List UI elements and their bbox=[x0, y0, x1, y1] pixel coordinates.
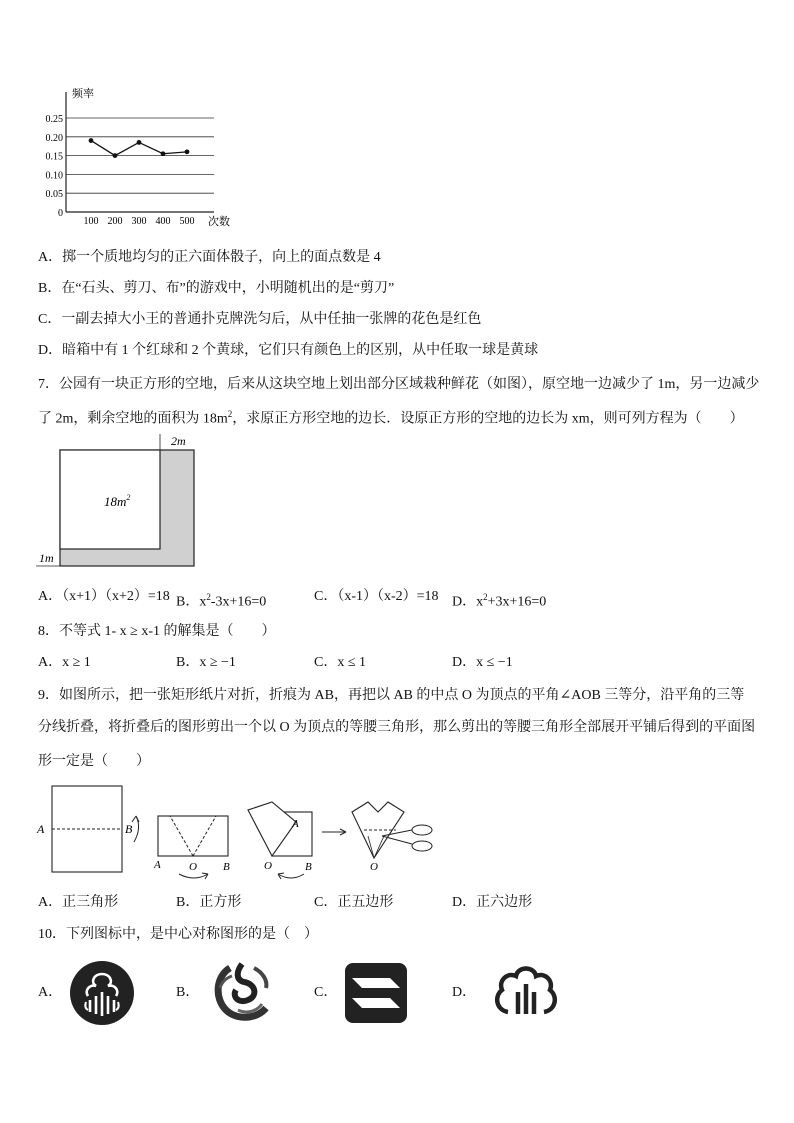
q8-option-b: B．x ≥ −1 bbox=[176, 655, 236, 670]
q9-folding-figure bbox=[34, 782, 444, 887]
q7-stem-line2: 了 2m，剩余空地的面积为 $18m^2$，求原正方形空地的边长．设原正方形的空地的边长为 xm，则可列方程为（ ） bbox=[38, 409, 744, 427]
q10-option-a: A． bbox=[38, 985, 63, 1000]
q8-option-d: D．x ≤ −1 bbox=[452, 655, 513, 670]
emblem-d-icon bbox=[492, 962, 560, 1018]
q9-stem-line1: 9．如图所示，把一张矩形纸片对折，折痕为 AB，再把以 AB 的中点 O 为顶点的平角∠AOB 三等分，沿平角的三等 bbox=[38, 688, 745, 703]
chart-ylabel: 频率 bbox=[72, 88, 94, 100]
q9-stem-line2: 分线折叠，将折叠后的图形剪出一个以 O 为顶点的等腰三角形，那么剪出的等腰三角形全部展开平铺后得到的平面图 bbox=[38, 720, 756, 735]
q7-stem-line1: 7．公园有一块正方形的空地，后来从这块空地上划出部分区域栽种鲜花（如图），原空地一边减少了 1m，另一边减少 bbox=[38, 377, 760, 392]
q6-option-b: B．在“石头、剪刀、布”的游戏中，小明随机出的是“剪刀” bbox=[38, 281, 395, 296]
chart-x-tick-label: 300 bbox=[131, 216, 147, 227]
emblem-a-icon bbox=[68, 960, 136, 1026]
chart-series bbox=[89, 138, 190, 158]
emblem-b-icon bbox=[206, 958, 280, 1028]
chart-data-point bbox=[89, 138, 94, 143]
q6-option-a: A．掷一个质地均匀的正六面体骰子，向上的面点数是 4 bbox=[38, 250, 381, 265]
svg-text:O: O bbox=[189, 861, 197, 873]
q7-square-figure bbox=[36, 432, 206, 572]
q7-option-d: D．$x^2+3x+16=0$ bbox=[452, 592, 547, 610]
svg-text:B: B bbox=[223, 861, 230, 873]
chart-xlabel: 次数 bbox=[208, 216, 230, 228]
q10-option-b: B． bbox=[176, 985, 200, 1000]
chart-grid bbox=[66, 92, 214, 212]
svg-text:A: A bbox=[37, 822, 45, 836]
chart-x-tick-label: 500 bbox=[179, 216, 195, 227]
q8-option-c: C．x ≤ 1 bbox=[314, 655, 367, 670]
chart-x-tick-label: 400 bbox=[155, 216, 171, 227]
area-label: $18m^2$ bbox=[104, 493, 131, 509]
q10-option-c: C． bbox=[314, 985, 338, 1000]
q6-option-d: D．暗箱中有 1 个红球和 2 个黄球，它们只有颜色上的区别，从中任取一球是黄球 bbox=[38, 343, 539, 358]
top-length-label: 2m bbox=[171, 434, 186, 448]
chart-x-ticks bbox=[84, 216, 195, 227]
q9-option-a: A．正三角形 bbox=[38, 895, 119, 910]
q9-stem-line3: 形一定是（ ） bbox=[38, 754, 150, 769]
chart-data-point bbox=[113, 153, 118, 158]
q8-stem: 8．不等式 1- x ≥ x-1 的解集是（ ） bbox=[38, 624, 276, 639]
q7-option-a: A．（x+1）（x+2）=18 bbox=[38, 589, 170, 604]
left-length-label: 1m bbox=[39, 551, 54, 565]
chart-x-tick-label: 100 bbox=[83, 216, 99, 227]
q7-option-b: B．$x^2-3x+16=0$ bbox=[176, 592, 267, 610]
chart-data-point bbox=[137, 140, 142, 145]
svg-text:B: B bbox=[125, 822, 133, 836]
chart-y-tick-label: 0.25 bbox=[45, 114, 63, 125]
q9-option-d: D．正六边形 bbox=[452, 895, 533, 910]
chart-x-tick-label: 200 bbox=[107, 216, 123, 227]
svg-text:B: B bbox=[305, 861, 312, 873]
svg-text:A: A bbox=[154, 859, 161, 871]
q10-option-d: D． bbox=[452, 985, 477, 1000]
q10-stem: 10．下列图标中，是中心对称图形的是（ ） bbox=[38, 927, 318, 942]
q9-option-b: B．正方形 bbox=[176, 895, 242, 910]
chart-y-tick-label: 0.15 bbox=[45, 151, 63, 163]
q7-option-c: C．（x-1）（x-2）=18 bbox=[314, 589, 439, 604]
emblem-c-icon bbox=[344, 962, 408, 1024]
chart-y-tick-label: 0.10 bbox=[45, 170, 63, 182]
q6-option-c: C．一副去掉大小王的普通扑克牌洗匀后，从中任抽一张牌的花色是红色 bbox=[38, 312, 482, 327]
chart-y-tick-label: 0 bbox=[58, 208, 63, 219]
frequency-line-chart bbox=[36, 84, 246, 234]
svg-text:A: A bbox=[292, 818, 299, 830]
chart-y-ticks bbox=[46, 114, 64, 219]
svg-text:O: O bbox=[370, 861, 378, 873]
chart-y-tick-label: 0.05 bbox=[45, 189, 63, 201]
chart-data-point bbox=[161, 151, 166, 156]
chart-y-tick-label: 0.20 bbox=[45, 132, 63, 144]
svg-text:O: O bbox=[264, 860, 272, 872]
chart-data-point bbox=[185, 149, 190, 154]
q8-option-a: A．x ≥ 1 bbox=[38, 655, 91, 670]
q9-option-c: C．正五边形 bbox=[314, 895, 394, 910]
